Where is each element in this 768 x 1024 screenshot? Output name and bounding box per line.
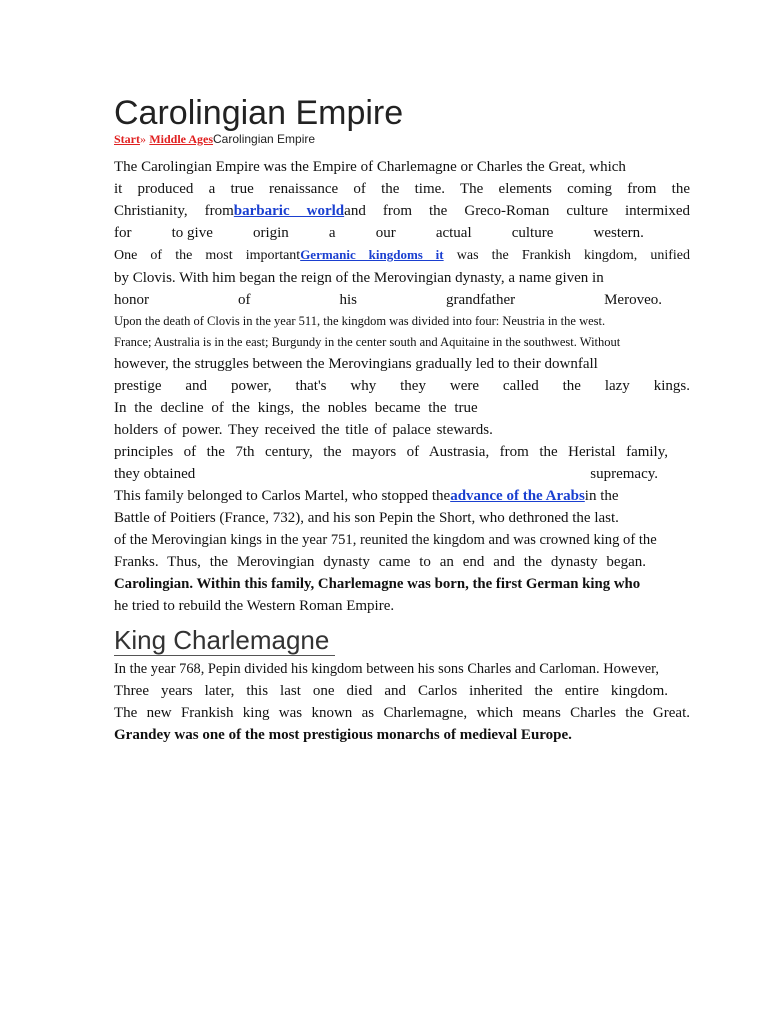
barbaric-world-link[interactable]: barbaric world <box>233 203 345 219</box>
text-line: France; Australia is in the east; Burgundy in the center south and Aquitaine in the southwest. Without <box>114 335 621 349</box>
text-line-bold: Carolingian. Within this family, Charlemagne was born, the first German king who <box>114 576 641 592</box>
section-body <box>114 658 690 746</box>
text-line: by Clovis. With him began the reign of the Merovingian dynasty, a name given in <box>114 270 604 286</box>
text-line-spread: for to give origin a our actual culture western. <box>114 225 644 241</box>
text-line-spread: honor of his grandfather Meroveo. <box>114 292 662 308</box>
text-line: The new Frankish king was known as Charlemagne, which means Charles the Great. <box>114 705 690 721</box>
text-line: Franks. Thus, the Merovingian dynasty came to an end and the dynasty began. <box>114 554 646 570</box>
text-line: In the decline of the kings, the nobles became the true <box>114 400 478 416</box>
text-line: One of the most importantGermanic kingdoms it was the Frankish kingdom, unified <box>114 247 690 263</box>
advance-of-the-arabs-link[interactable]: advance of the Arabs <box>450 488 585 504</box>
breadcrumb-middle-ages-link[interactable]: Middle Ages <box>149 132 214 146</box>
text-line-spread: prestige and power, that's why they were called the lazy kings. <box>114 378 690 394</box>
text-line: In the year 768, Pepin divided his kingdom between his sons Charles and Carloman. However, <box>114 661 659 677</box>
breadcrumb-current: Carolingian Empire <box>213 132 316 146</box>
text-line: Battle of Poitiers (France, 732), and his son Pepin the Short, who dethroned the last. <box>114 510 619 526</box>
germanic-kingdoms-link[interactable]: Germanic kingdoms it <box>300 247 444 262</box>
text-line: principles of the 7th century, the mayors of Austrasia, from the Heristal family, <box>114 444 668 460</box>
text-line: Christianity, frombarbaric worldand from the Greco-Roman culture intermixed <box>114 203 690 219</box>
text-line: holders of power. They received the title of palace stewards. <box>114 422 493 438</box>
text-line: Three years later, this last one died and Carlos inherited the entire kingdom. <box>114 683 668 699</box>
section-heading: King Charlemagne <box>114 625 335 656</box>
breadcrumb <box>114 132 690 146</box>
page-title: Carolingian Empire <box>114 94 404 132</box>
text-line-spread: they obtained supremacy. <box>114 466 658 482</box>
text-line: it produced a true renaissance of the time. The elements coming from the <box>114 181 690 197</box>
text-line: This family belonged to Carlos Martel, who stopped theadvance of the Arabsin the <box>114 488 619 504</box>
text-line: however, the struggles between the Merovingians gradually led to their downfall <box>114 356 598 372</box>
text-line: Upon the death of Clovis in the year 511, the kingdom was divided into four: Neustria in the west. <box>114 314 606 328</box>
text-line: he tried to rebuild the Western Roman Empire. <box>114 598 395 614</box>
breadcrumb-start-link[interactable]: Start <box>114 132 140 146</box>
text-line-bold: Grandey was one of the most prestigious monarchs of medieval Europe. <box>114 727 572 743</box>
article-body <box>114 156 690 617</box>
text-line: The Carolingian Empire was the Empire of Charlemagne or Charles the Great, which <box>114 159 626 175</box>
document-page <box>114 92 690 746</box>
breadcrumb-separator: » <box>140 132 146 146</box>
text-line: of the Merovingian kings in the year 751, reunited the kingdom and was crowned king of the <box>114 532 657 548</box>
